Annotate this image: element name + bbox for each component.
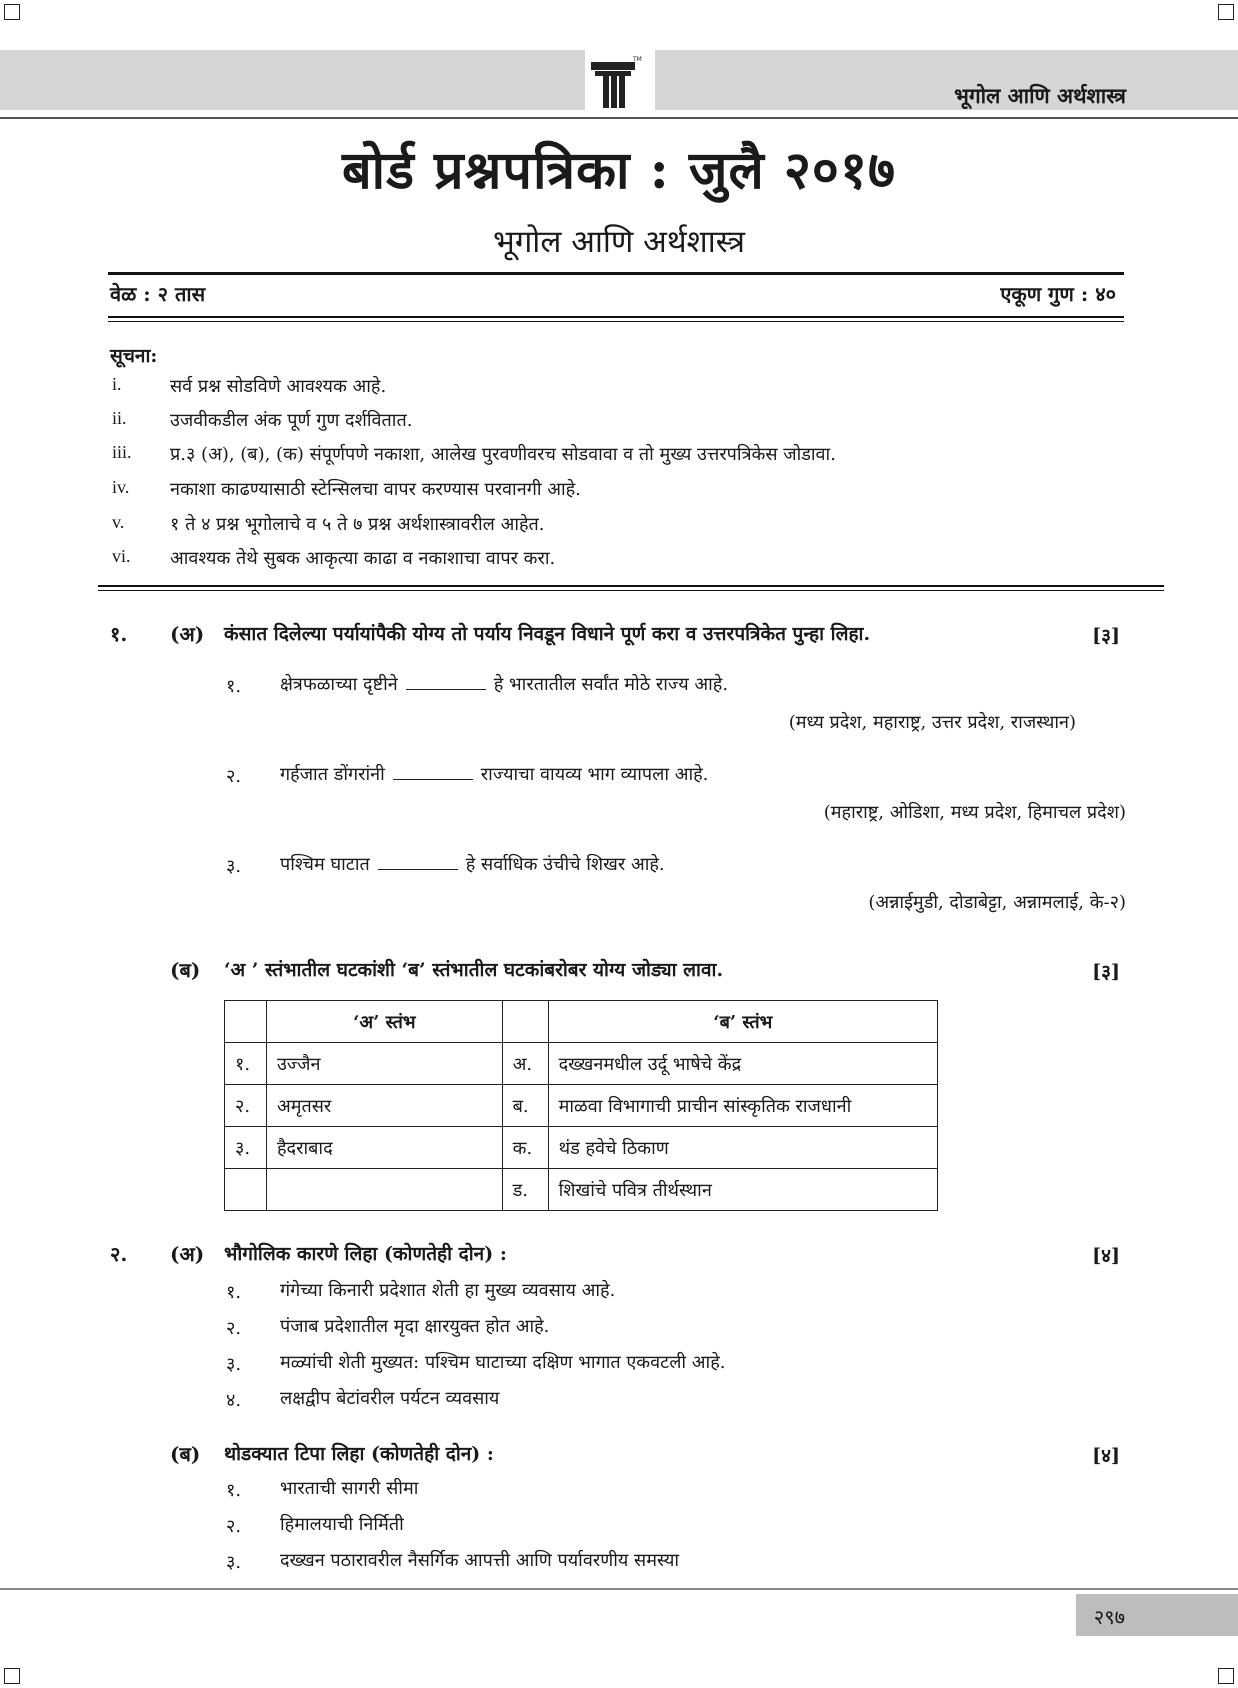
item-text: गंगेच्या किनारी प्रदेशात शेती हा मुख्य व्यवसाय आहे.: [280, 1280, 616, 1301]
row-number-a: ३.: [225, 1127, 267, 1169]
row-number-a: १.: [225, 1043, 267, 1085]
logo-trademark: TM: [633, 56, 642, 63]
answer-options: (मध्य प्रदेश, महाराष्ट्र, उत्तर प्रदेश, राजस्थान): [788, 712, 1076, 733]
question-marks: [३]: [1092, 625, 1120, 647]
answer-blank: [406, 675, 486, 690]
question-text: थोडक्यात टिपा लिहा (कोणतेही दोन) :: [224, 1443, 494, 1465]
item-number: ३.: [226, 1552, 242, 1573]
column-a-header: ‘अ’ स्तंभ: [266, 1001, 502, 1043]
row-number-a: [225, 1169, 267, 1211]
instruction-number: iv.: [112, 477, 130, 497]
match-table: [224, 1000, 938, 1211]
total-marks: एकूण गुण : ४०: [1000, 282, 1116, 306]
table-row: [225, 1085, 938, 1127]
instruction-text: प्र.३ (अ), (ब), (क) संपूर्णपणे नकाशा, आलेख पुरवणीवरच सोडवावा व तो मुख्य उत्तरपत्रिकेस जोडावा.: [170, 444, 836, 465]
column-a-cell: अमृतसर: [266, 1085, 502, 1127]
column-a-cell: [266, 1169, 502, 1211]
item-number: १.: [226, 676, 242, 697]
instructions-rule-2: [98, 590, 1164, 591]
meta-bottom-rule-1: [108, 316, 1124, 318]
question-number: १.: [110, 622, 128, 646]
instructions-rule-1: [98, 585, 1164, 587]
meta-bottom-rule-2: [108, 321, 1124, 322]
statement-before: क्षेत्रफळाच्या दृष्टीने: [280, 674, 398, 695]
statement-before: पश्चिम घाटात: [280, 854, 370, 875]
row-number-b: ड.: [502, 1169, 548, 1211]
time-allowed: वेळ : २ तास: [110, 282, 206, 306]
question-part-label: (ब): [170, 958, 201, 982]
crop-mark-top-right: [1218, 4, 1234, 20]
table-row: [225, 1043, 938, 1085]
question-number: २.: [110, 1242, 128, 1266]
instruction-number: i.: [112, 374, 122, 394]
question-part-label: (अ): [170, 1242, 205, 1266]
instruction-number: vi.: [112, 546, 131, 566]
running-title: भूगोल आणि अर्थशास्त्र: [954, 83, 1126, 108]
item-text: भारताची सागरी सीमा: [280, 1478, 419, 1499]
item-number: २.: [226, 766, 242, 787]
answer-blank: [393, 765, 473, 780]
statement-after: हे भारतातील सर्वांत मोठे राज्य आहे.: [493, 674, 729, 695]
subject-title: भूगोल आणि अर्थशास्त्र: [493, 224, 745, 260]
statement-before: गर्हजात डोंगरांनी: [280, 764, 385, 785]
instruction-text: आवश्यक तेथे सुबक आकृत्या काढा व नकाशाचा वापर करा.: [170, 548, 556, 569]
crop-mark-bottom-left: [4, 1668, 20, 1684]
column-b-cell: शिखांचे पवित्र तीर्थस्थान: [548, 1169, 937, 1211]
table-cell: [225, 1001, 267, 1043]
instruction-number: ii.: [112, 408, 127, 428]
item-number: ३.: [226, 1354, 242, 1375]
column-b-cell: माळवा विभागाची प्राचीन सांस्कृतिक राजधानी: [548, 1085, 937, 1127]
question-marks: [४]: [1092, 1445, 1120, 1467]
item-text: हिमालयाची निर्मिती: [280, 1514, 404, 1535]
header-rule: [0, 117, 1238, 119]
question-text: कंसात दिलेल्या पर्यायांपैकी योग्य तो पर्याय निवडून विधाने पूर्ण करा व उत्तरपत्रिकेत पुन्हा लिहा.: [224, 623, 871, 645]
publisher-logo: [585, 50, 655, 112]
item-text: दख्खन पठारावरील नैसर्गिक आपत्ती आणि पर्यावरणीय समस्या: [280, 1550, 680, 1571]
item-number: ३.: [226, 856, 242, 877]
answer-options: (महाराष्ट्र, ओडिशा, मध्य प्रदेश, हिमाचल प्रदेश): [823, 802, 1126, 823]
column-a-cell: हैदराबाद: [266, 1127, 502, 1169]
answer-options: (अन्नाईमुडी, दोडाबेट्टा, अन्नामलाई, के-२): [868, 892, 1126, 913]
column-a-cell: उज्जैन: [266, 1043, 502, 1085]
instruction-text: उजवीकडील अंक पूर्ण गुण दर्शवितात.: [170, 410, 413, 431]
instruction-number: iii.: [112, 442, 132, 462]
item-text: पंजाब प्रदेशातील मृदा क्षारयुक्त होत आहे.: [280, 1316, 550, 1337]
statement-after: हे सर्वाधिक उंचीचे शिखर आहे.: [465, 854, 665, 875]
question-marks: [४]: [1092, 1245, 1120, 1267]
table-header-row: [225, 1001, 938, 1043]
row-number-a: २.: [225, 1085, 267, 1127]
table-cell: [502, 1001, 548, 1043]
column-b-cell: दख्खनमधील उर्दू भाषेचे केंद्र: [548, 1043, 937, 1085]
column-b-cell: थंड हवेचे ठिकाण: [548, 1127, 937, 1169]
page-number: २९७: [1093, 1605, 1125, 1629]
question-part-label: (ब): [170, 1442, 201, 1466]
answer-blank: [378, 855, 458, 870]
page-title: बोर्ड प्रश्नपत्रिका : जुलै २०१७: [341, 140, 897, 201]
item-number: १.: [226, 1480, 242, 1501]
table-row: [225, 1127, 938, 1169]
fill-blank-statement: [280, 852, 665, 876]
item-number: ४.: [226, 1390, 242, 1411]
instruction-text: नकाशा काढण्यासाठी स्टेन्सिलचा वापर करण्यास परवानगी आहे.: [170, 479, 581, 500]
question-text: ‘अ ’ स्तंभातील घटकांशी ‘ब’ स्तंभातील घटकांबरोबर योग्य जोड्या लावा.: [224, 959, 724, 981]
row-number-b: ब.: [502, 1085, 548, 1127]
crop-mark-bottom-right: [1218, 1668, 1234, 1684]
question-part-label: (अ): [170, 622, 205, 646]
row-number-b: क.: [502, 1127, 548, 1169]
column-b-header: ‘ब’ स्तंभ: [548, 1001, 937, 1043]
fill-blank-statement: [280, 672, 728, 696]
item-text: मळ्यांची शेती मुख्यत: पश्चिम घाटाच्या दक्षिण भागात एकवटली आहे.: [280, 1352, 726, 1373]
statement-after: राज्याचा वायव्य भाग व्यापला आहे.: [480, 764, 709, 785]
meta-top-rule: [108, 272, 1124, 275]
question-text: भौगोलिक कारणे लिहा (कोणतेही दोन) :: [224, 1243, 507, 1265]
item-number: १.: [226, 1282, 242, 1303]
question-marks: [३]: [1092, 961, 1120, 983]
instructions-heading: सूचना:: [110, 345, 158, 367]
logo-icon: [585, 50, 655, 112]
table-row: [225, 1169, 938, 1211]
crop-mark-top-left: [4, 4, 20, 20]
instruction-text: सर्व प्रश्न सोडविणे आवश्यक आहे.: [170, 376, 387, 397]
instruction-number: v.: [112, 512, 125, 532]
item-number: २.: [226, 1516, 242, 1537]
item-number: २.: [226, 1318, 242, 1339]
footer-rule: [0, 1588, 1238, 1590]
fill-blank-statement: [280, 762, 708, 786]
item-text: लक्षद्वीप बेटांवरील पर्यटन व्यवसाय: [280, 1388, 500, 1409]
instruction-text: १ ते ४ प्रश्न भूगोलाचे व ५ ते ७ प्रश्न अर्थशास्त्रावरील आहेत.: [170, 514, 545, 535]
row-number-b: अ.: [502, 1043, 548, 1085]
